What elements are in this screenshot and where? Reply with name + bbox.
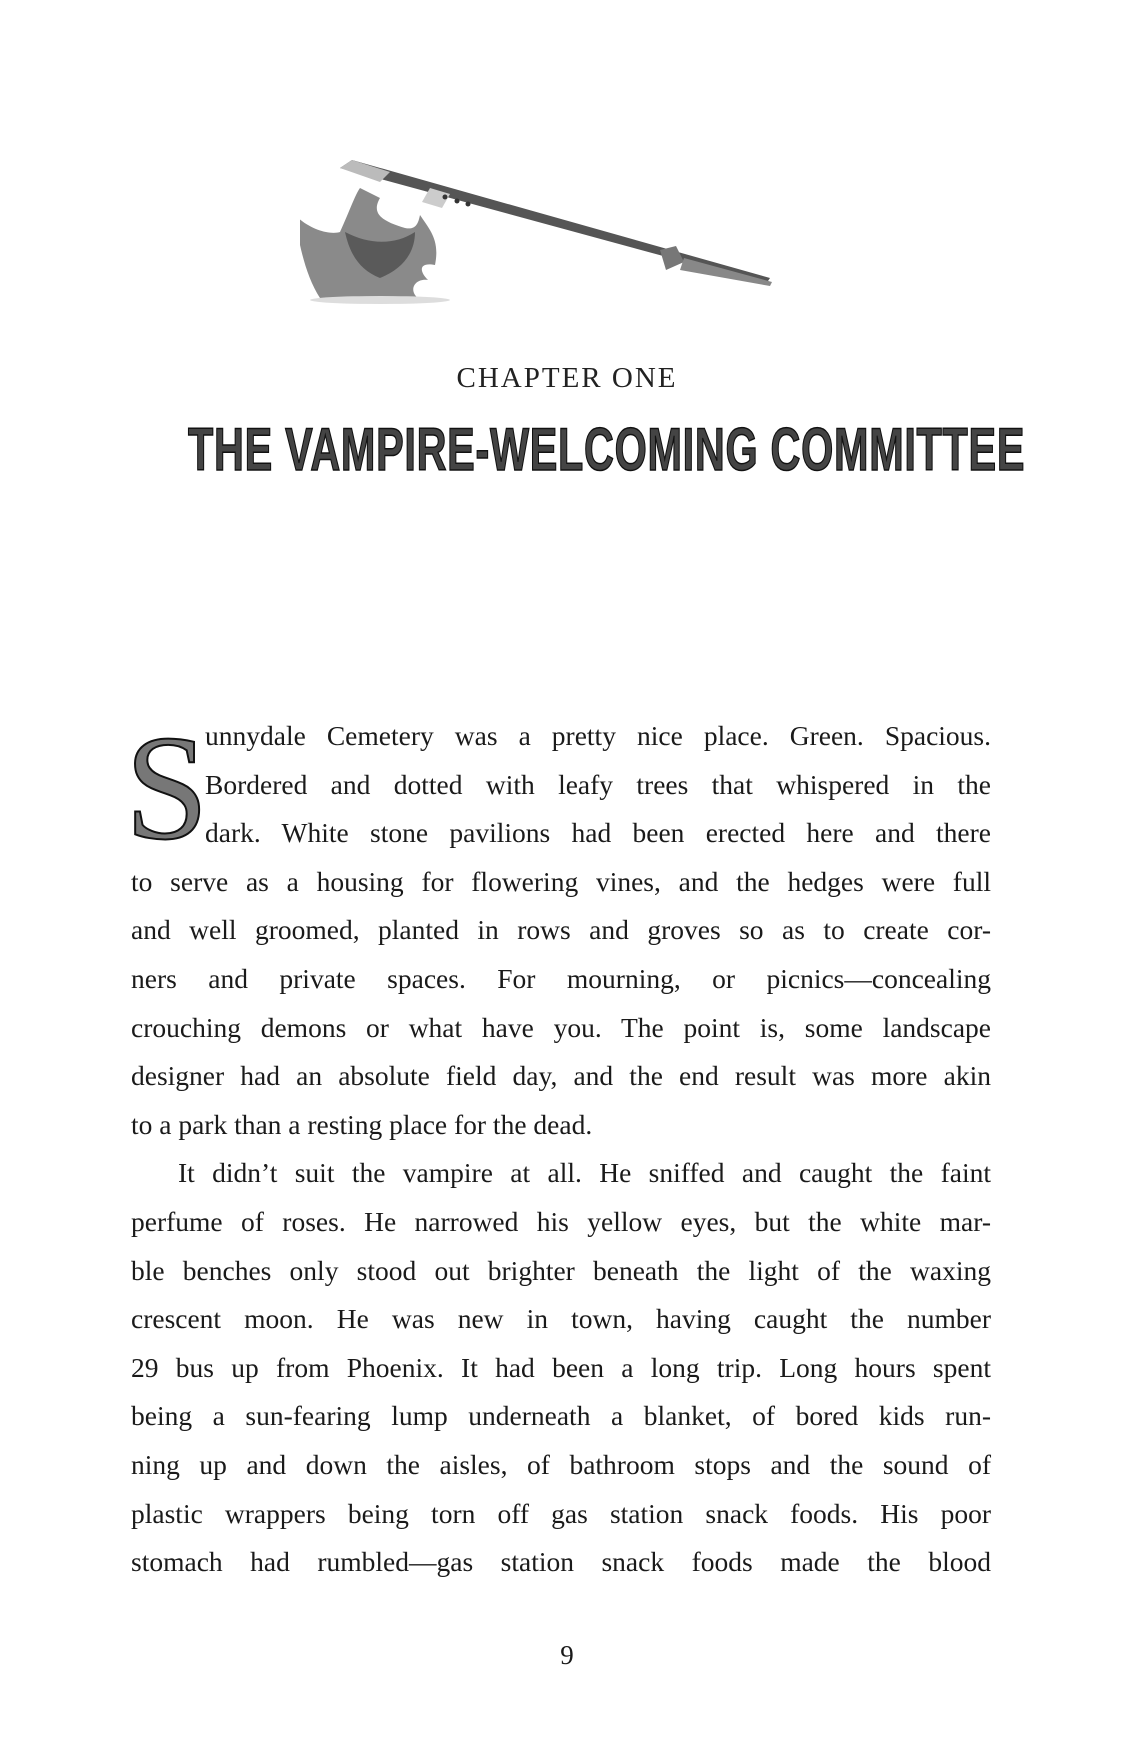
body-text bbox=[125, 705, 991, 1587]
text-line: 29 bus up from Phoenix. It had been a long trip. Long hours spent bbox=[131, 1351, 991, 1383]
page-number: 9 bbox=[560, 1640, 574, 1670]
text-line: being a sun-fearing lump underneath a blanket, of bored kids run- bbox=[131, 1400, 991, 1432]
text-line: Bordered and dotted with leafy trees that whispered in the bbox=[205, 768, 991, 800]
text-line: designer had an absolute field day, and the end result was more akin bbox=[131, 1060, 991, 1092]
text-line: stomach had rumbled—gas station snack foods made the blood bbox=[131, 1546, 991, 1578]
text-line: ners and private spaces. For mourning, or picnics—concealing bbox=[131, 962, 991, 994]
text-line: ble benches only stood out brighter beneath the light of the waxing bbox=[131, 1254, 991, 1286]
text-line: to serve as a housing for flowering vines, and the hedges were full bbox=[131, 865, 991, 897]
text-line: ning up and down the aisles, of bathroom stops and the sound of bbox=[131, 1448, 991, 1480]
text-line: It didn’t suit the vampire at all. He sniffed and caught the faint bbox=[178, 1157, 991, 1189]
text-line: unnydale Cemetery was a pretty nice place. Green. Spacious. bbox=[205, 720, 991, 751]
chapter-title-wrapper bbox=[0, 418, 1134, 482]
text-line: plastic wrappers being torn off gas station snack foods. His poor bbox=[131, 1497, 991, 1529]
battle-axe-icon bbox=[300, 160, 780, 310]
text-line: and well groomed, planted in rows and groves so as to create cor- bbox=[131, 914, 991, 946]
text-line: to a park than a resting place for the dead. bbox=[131, 1108, 593, 1140]
drop-cap: S bbox=[125, 705, 209, 871]
text-line: perfume of roses. He narrowed his yellow eyes, but the white mar- bbox=[131, 1205, 991, 1237]
chapter-title: THE VAMPIRE-WELCOMING COMMITTEE bbox=[188, 416, 1026, 483]
text-line: crescent moon. He was new in town, having caught the number bbox=[131, 1303, 991, 1335]
text-line: crouching demons or what have you. The point is, some landscape bbox=[131, 1011, 991, 1043]
text-line: dark. White stone pavilions had been erected here and there bbox=[205, 817, 991, 849]
chapter-label: CHAPTER ONE bbox=[456, 362, 678, 394]
